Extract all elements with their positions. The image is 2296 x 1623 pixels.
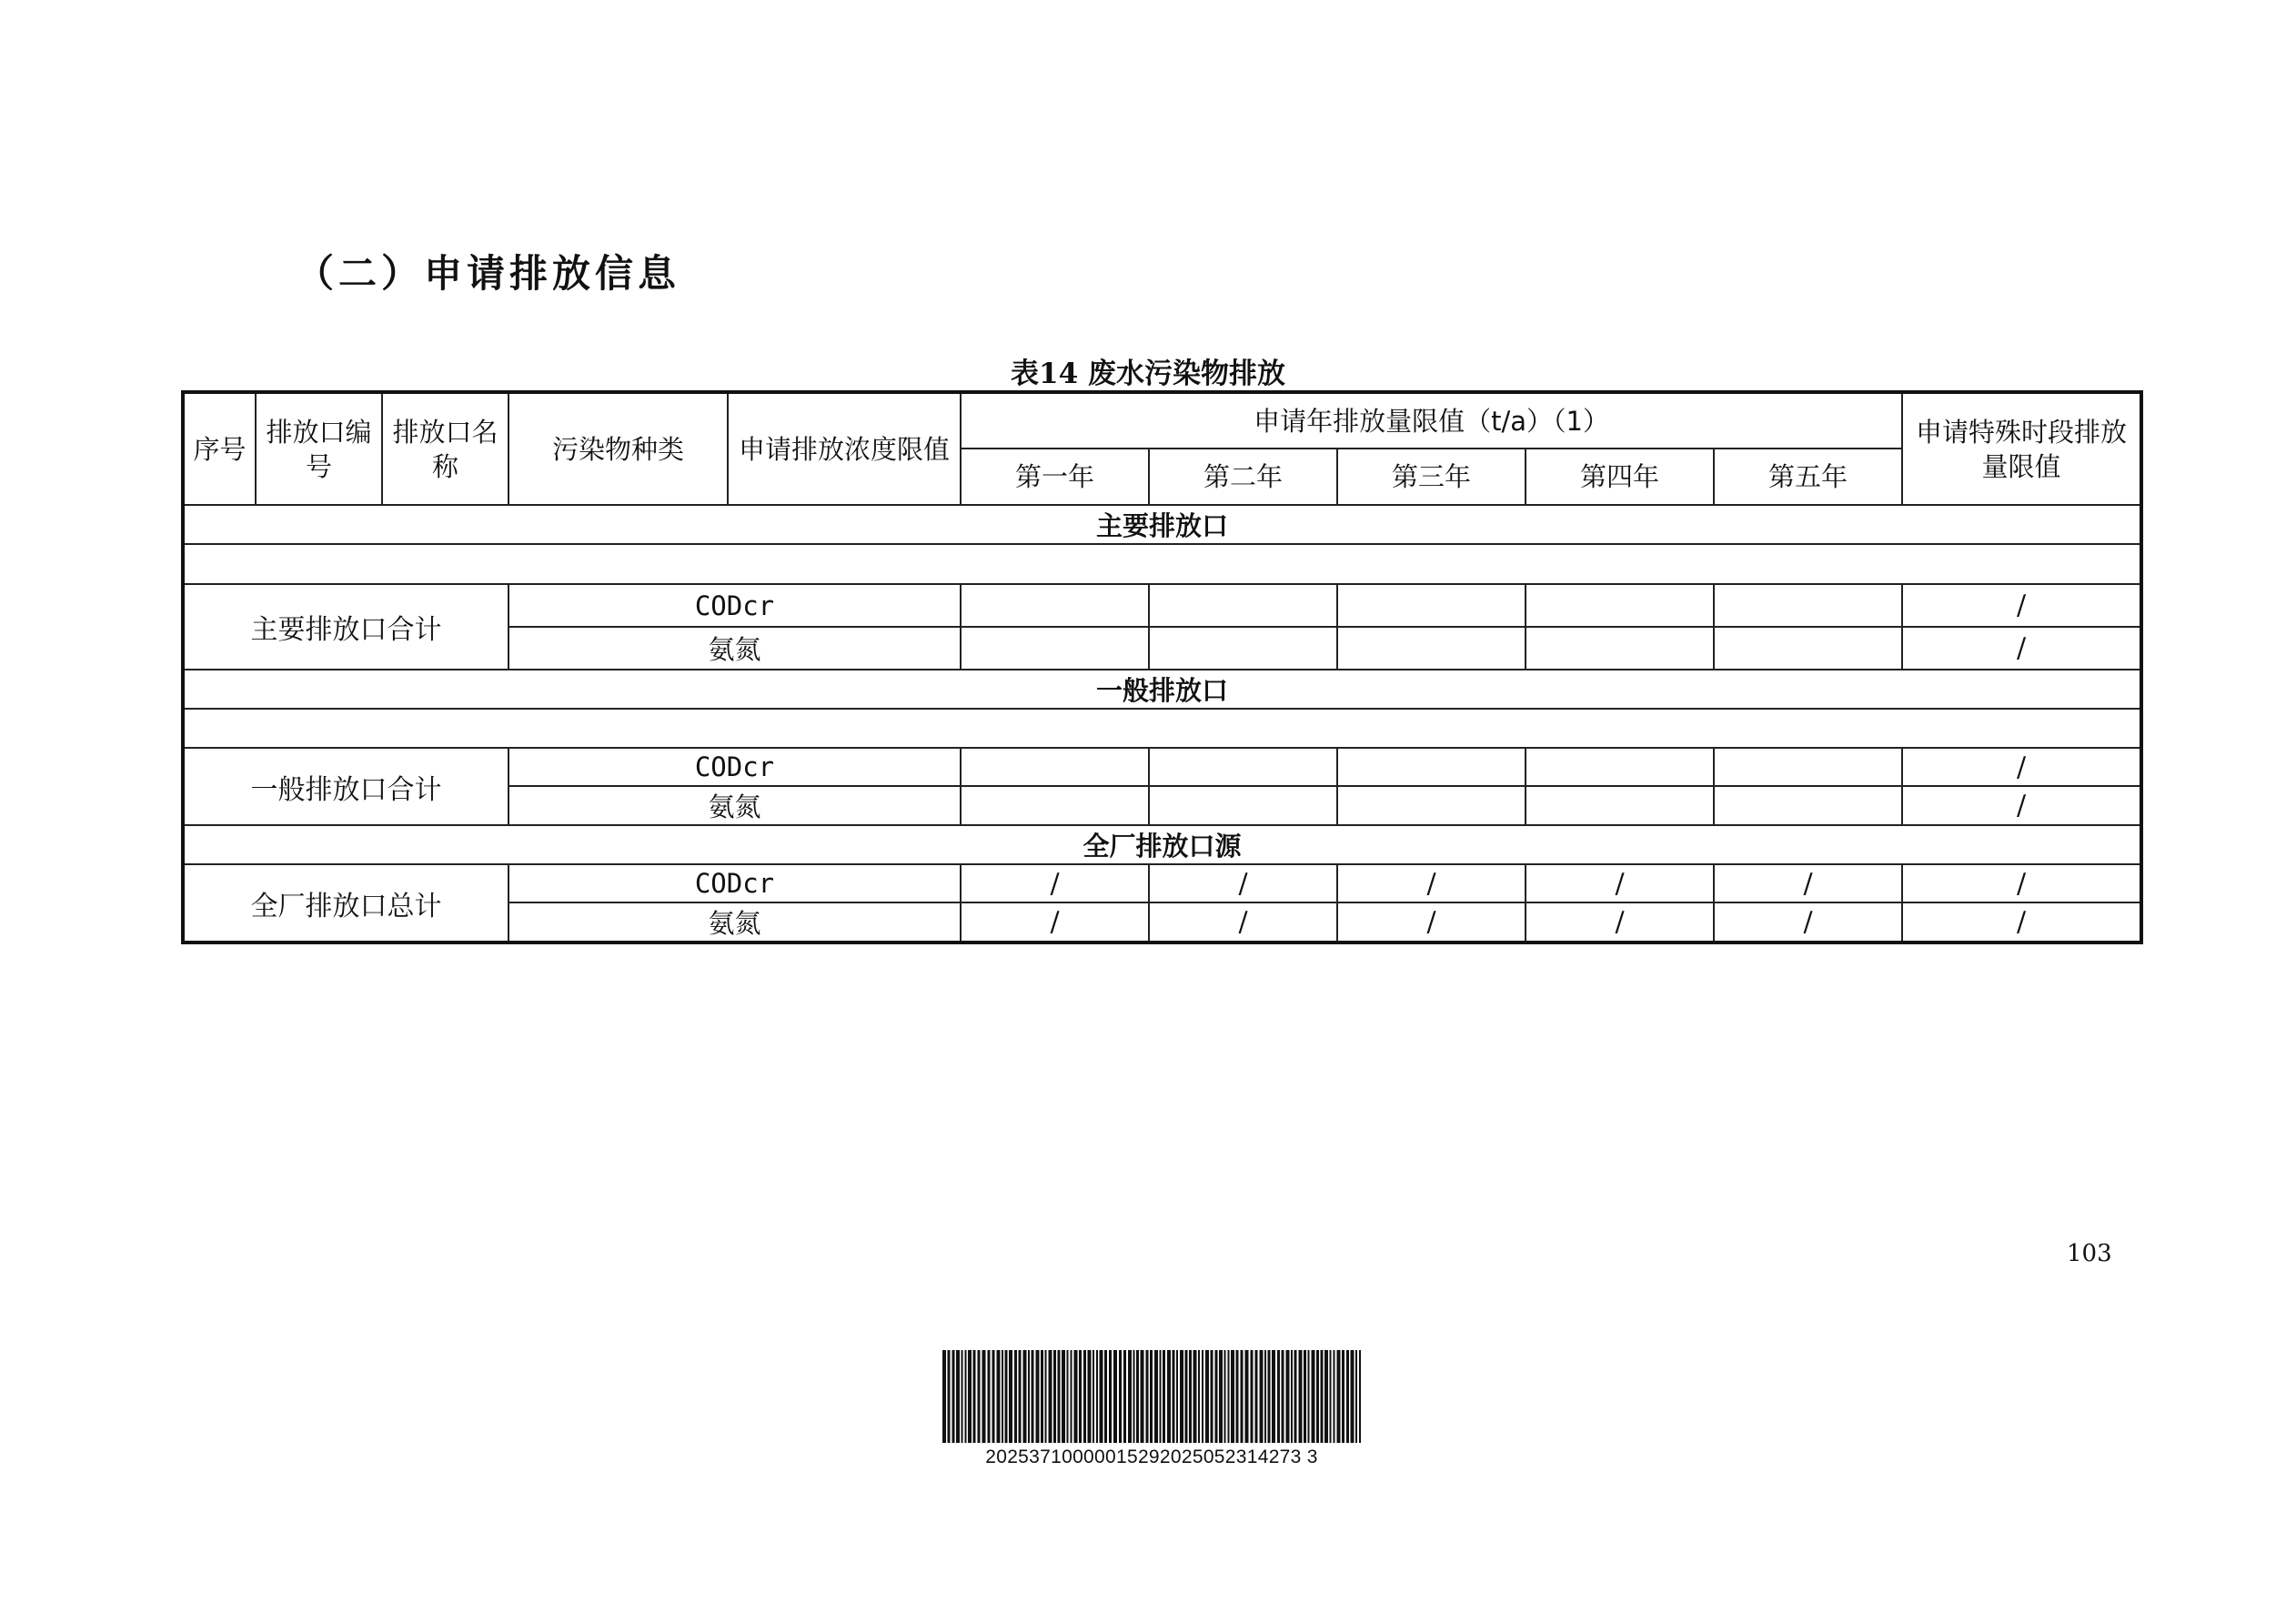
header-seq: 序号: [183, 392, 256, 505]
year-value-cell: [1714, 786, 1902, 825]
year-value-cell: [961, 584, 1149, 627]
year-value-cell: [1526, 786, 1714, 825]
year-value-cell: [961, 748, 1149, 786]
year-value-cell: /: [1337, 864, 1526, 902]
section-title-plant: 全厂排放口源: [183, 825, 2141, 864]
year-value-cell: /: [1714, 902, 1902, 943]
pollutant-cell: 氨氮: [509, 786, 961, 825]
pollutant-cell: CODcr: [509, 748, 961, 786]
special-value-cell: /: [1902, 584, 2141, 627]
special-value-cell: /: [1902, 786, 2141, 825]
year-value-cell: [1337, 627, 1526, 670]
section-heading: （二）申请排放信息: [296, 251, 681, 296]
header-special-period: 申请特殊时段排放量限值: [1902, 392, 2141, 505]
year-value-cell: [1337, 786, 1526, 825]
barcode-icon: [942, 1350, 1361, 1443]
header-outlet-name: 排放口名称: [382, 392, 509, 505]
pollutant-cell: CODcr: [509, 864, 961, 902]
pollutant-cell: CODcr: [509, 584, 961, 627]
year-value-cell: [961, 786, 1149, 825]
header-annual-limit: 申请年排放量限值（t/a）（1）: [961, 392, 1902, 449]
wastewater-emission-table: [181, 390, 2143, 944]
year-value-cell: [1526, 627, 1714, 670]
year-value-cell: [1149, 584, 1337, 627]
header-year-5: 第五年: [1714, 449, 1902, 505]
year-value-cell: [1337, 584, 1526, 627]
header-year-3: 第三年: [1337, 449, 1526, 505]
year-value-cell: [1714, 627, 1902, 670]
year-value-cell: /: [961, 902, 1149, 943]
year-value-cell: /: [1149, 902, 1337, 943]
year-value-cell: /: [1714, 864, 1902, 902]
header-pollutant: 污染物种类: [509, 392, 728, 505]
header-year-2: 第二年: [1149, 449, 1337, 505]
pollutant-cell: 氨氮: [509, 627, 961, 670]
pollutant-cell: 氨氮: [509, 902, 961, 943]
barcode-number: 20253710000015292025052314273 3: [985, 1447, 1318, 1467]
total-label-main: 主要排放口合计: [183, 584, 509, 670]
page-number: 103: [2067, 1240, 2112, 1267]
year-value-cell: /: [1149, 864, 1337, 902]
special-value-cell: /: [1902, 748, 2141, 786]
header-year-4: 第四年: [1526, 449, 1714, 505]
special-value-cell: /: [1902, 902, 2141, 943]
year-value-cell: /: [1526, 902, 1714, 943]
year-value-cell: [1714, 584, 1902, 627]
year-value-cell: [1714, 748, 1902, 786]
year-value-cell: /: [961, 864, 1149, 902]
table-caption: 表14 废水污染物排放: [1011, 358, 1285, 390]
year-value-cell: [1526, 748, 1714, 786]
special-value-cell: /: [1902, 864, 2141, 902]
year-value-cell: [1149, 748, 1337, 786]
year-value-cell: [961, 627, 1149, 670]
section-title-main: 主要排放口: [183, 505, 2141, 544]
section-title-general: 一般排放口: [183, 670, 2141, 709]
header-concentration: 申请排放浓度限值: [728, 392, 961, 505]
year-value-cell: [1149, 786, 1337, 825]
year-value-cell: [1337, 748, 1526, 786]
special-value-cell: /: [1902, 627, 2141, 670]
total-label-plant: 全厂排放口总计: [183, 864, 509, 943]
header-year-1: 第一年: [961, 449, 1149, 505]
header-outlet-code: 排放口编号: [256, 392, 382, 505]
year-value-cell: /: [1337, 902, 1526, 943]
empty-row: [183, 709, 2141, 748]
year-value-cell: [1149, 627, 1337, 670]
total-label-general: 一般排放口合计: [183, 748, 509, 825]
empty-row: [183, 544, 2141, 584]
year-value-cell: /: [1526, 864, 1714, 902]
year-value-cell: [1526, 584, 1714, 627]
